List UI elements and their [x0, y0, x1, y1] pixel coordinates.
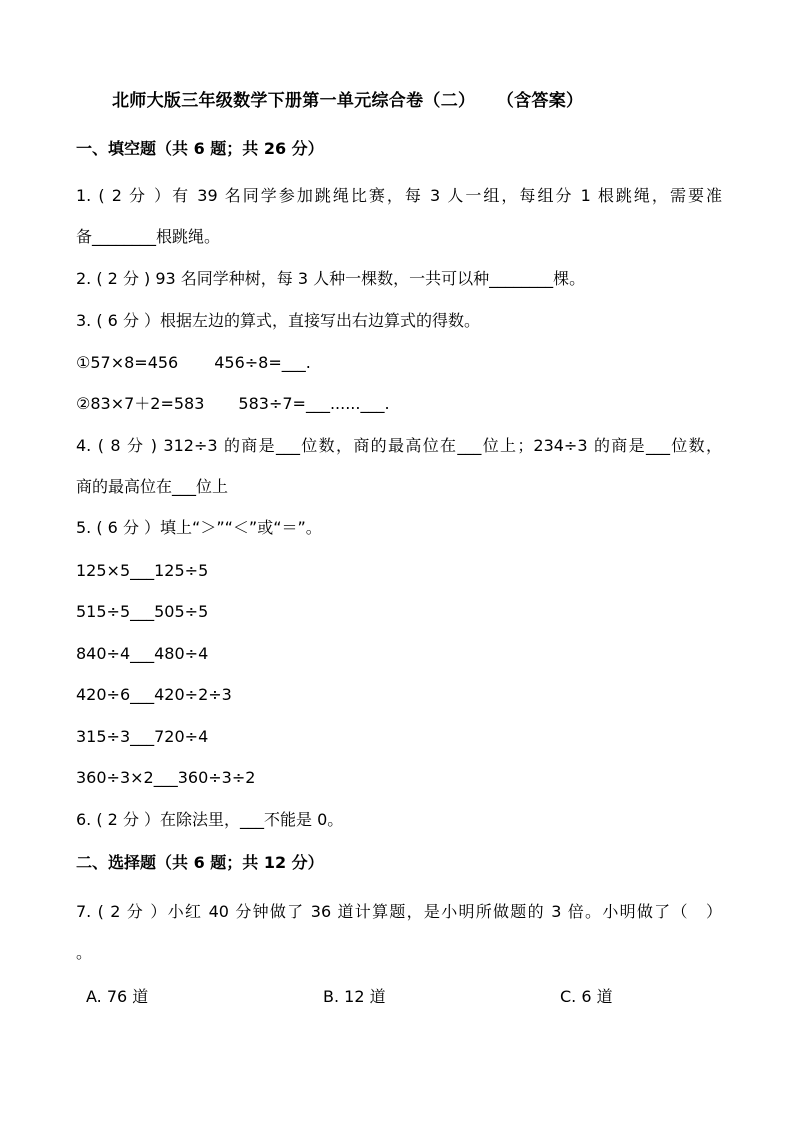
question-5-item: 315÷3___720÷4: [76, 727, 209, 746]
question-5-item: 420÷6___420÷2÷3: [76, 685, 232, 704]
question-3-item-2-left: ②83×7＋2=583: [76, 394, 205, 413]
question-7-line-2: 。: [76, 943, 93, 962]
section-heading-fill-blank: 一、填空题（共 6 题；共 26 分）: [76, 139, 324, 158]
title-main: 北师大版三年级数学下册第一单元综合卷（二）: [112, 91, 476, 111]
question-3-stem: 3. ( 6 分 ）根据左边的算式，直接写出右边算式的得数。: [76, 311, 481, 330]
question-5-item: 515÷5___505÷5: [76, 602, 209, 621]
question-3-item-1-right: 456÷8=___.: [214, 353, 311, 372]
question-7-option-a: A. 76 道: [86, 987, 149, 1006]
question-7-option-b: B. 12 道: [323, 987, 386, 1006]
title-suffix: （含答案）: [505, 91, 584, 111]
question-5-stem: 5. ( 6 分 ）填上“＞”“＜”或“＝”。: [76, 518, 322, 537]
question-3-item-2: [76, 393, 390, 415]
question-1-line-1: 1. ( 2 分 ）有 39 名同学参加跳绳比赛，每 3 人一组，每组分 1 根跳绳，需要准: [76, 186, 722, 205]
question-7-option-c: C. 6 道: [560, 987, 613, 1006]
question-6: 6. ( 2 分 ）在除法里，___不能是 0。: [76, 810, 344, 829]
question-3-item-1: [76, 352, 311, 374]
question-3-item-2-right: 583÷7=___......___.: [238, 394, 390, 413]
question-4-line-2: 商的最高位在___位上: [76, 477, 229, 496]
document-title: [112, 86, 583, 111]
question-7-line-1: 7. ( 2 分 ）小红 40 分钟做了 36 道计算题，是小明所做题的 3 倍。小明做了（ ）: [76, 902, 722, 921]
question-4-line-1: 4. ( 8 分 ) 312÷3 的商是___位数，商的最高位在___位上；234÷3 的商是___位数，: [76, 436, 722, 455]
question-5-item: 840÷4___480÷4: [76, 644, 209, 663]
question-1-line-2: 备________根跳绳。: [76, 227, 221, 246]
question-3-item-1-left: ①57×8=456: [76, 353, 179, 372]
section-heading-multiple-choice: 二、选择题（共 6 题；共 12 分）: [76, 853, 324, 872]
question-5-item: 360÷3×2___360÷3÷2: [76, 768, 256, 787]
question-2: 2. ( 2 分 ) 93 名同学种树，每 3 人种一棵数，一共可以种________棵。: [76, 269, 586, 288]
question-5-item: 125×5___125÷5: [76, 561, 209, 580]
